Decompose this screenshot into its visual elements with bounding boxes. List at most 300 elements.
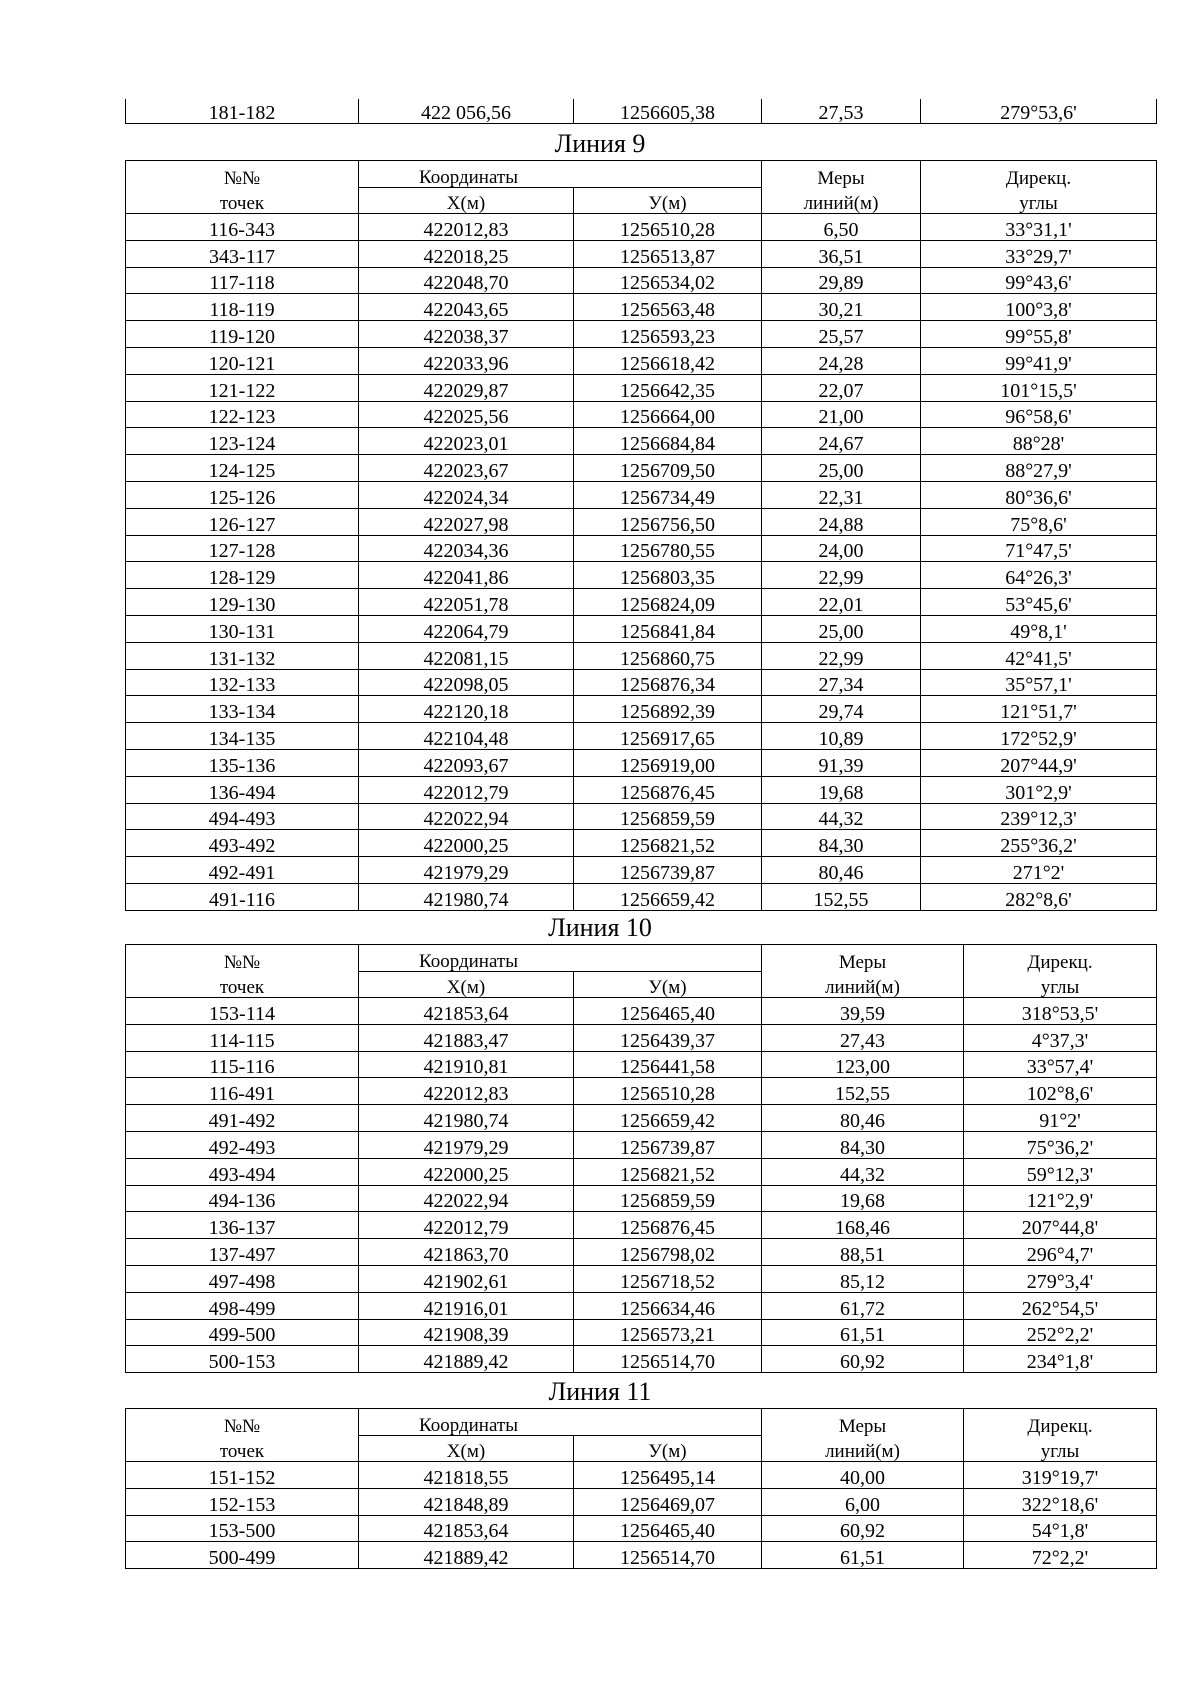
header-y: У(м) xyxy=(574,1436,762,1462)
table-row xyxy=(126,1542,1157,1569)
table-row xyxy=(126,723,1157,750)
y-cell: 1256798,02 xyxy=(574,1239,762,1266)
length-cell: 27,53 xyxy=(762,99,921,124)
point-cell: 121-122 xyxy=(126,374,359,401)
y-cell: 1256510,28 xyxy=(574,214,762,241)
y-cell: 1256439,37 xyxy=(574,1024,762,1051)
length-cell: 22,99 xyxy=(762,562,921,589)
angle-cell: 72°2,2' xyxy=(964,1542,1157,1569)
angle-cell: 64°26,3' xyxy=(921,562,1157,589)
header-angles: углы xyxy=(921,188,1157,214)
point-cell: 494-136 xyxy=(126,1185,359,1212)
x-cell: 421979,29 xyxy=(359,1131,574,1158)
x-cell: 421902,61 xyxy=(359,1265,574,1292)
point-cell: 129-130 xyxy=(126,589,359,616)
x-cell: 421980,74 xyxy=(359,1105,574,1132)
line-title: Линия 11 xyxy=(548,1377,652,1406)
point-cell: 151-152 xyxy=(126,1462,359,1489)
table-row xyxy=(126,562,1157,589)
angle-cell: 71°47,5' xyxy=(921,535,1157,562)
angle-cell: 99°55,8' xyxy=(921,321,1157,348)
angle-cell: 319°19,7' xyxy=(964,1462,1157,1489)
angle-cell: 207°44,9' xyxy=(921,749,1157,776)
point-cell: 133-134 xyxy=(126,696,359,723)
angle-cell: 59°12,3' xyxy=(964,1158,1157,1185)
header-points: точек xyxy=(126,1436,359,1462)
angle-cell: 33°29,7' xyxy=(921,240,1157,267)
y-cell: 1256563,48 xyxy=(574,294,762,321)
x-cell: 422033,96 xyxy=(359,347,574,374)
y-cell: 1256510,28 xyxy=(574,1078,762,1105)
table-header-row xyxy=(126,1409,1157,1436)
y-cell: 1256634,46 xyxy=(574,1292,762,1319)
x-cell: 421889,42 xyxy=(359,1542,574,1569)
x-cell: 422104,48 xyxy=(359,723,574,750)
angle-cell: 80°36,6' xyxy=(921,481,1157,508)
header-x: X(м) xyxy=(359,188,574,214)
point-cell: 118-119 xyxy=(126,294,359,321)
y-cell: 1256495,14 xyxy=(574,1462,762,1489)
y-cell: 1256821,52 xyxy=(574,1158,762,1185)
point-cell: 492-491 xyxy=(126,857,359,884)
y-cell: 1256573,21 xyxy=(574,1319,762,1346)
header-points: точек xyxy=(126,972,359,998)
x-cell: 421916,01 xyxy=(359,1292,574,1319)
angle-cell: 99°41,9' xyxy=(921,347,1157,374)
angle-cell: 271°2' xyxy=(921,857,1157,884)
angle-cell: 49°8,1' xyxy=(921,615,1157,642)
point-cell: 131-132 xyxy=(126,642,359,669)
x-cell: 421910,81 xyxy=(359,1051,574,1078)
y-cell: 1256664,00 xyxy=(574,401,762,428)
point-cell: 119-120 xyxy=(126,321,359,348)
x-cell: 422012,79 xyxy=(359,776,574,803)
y-cell: 1256859,59 xyxy=(574,1185,762,1212)
coordinates-table xyxy=(125,160,1157,911)
y-cell: 1256780,55 xyxy=(574,535,762,562)
y-cell: 1256605,38 xyxy=(574,99,762,124)
length-cell: 25,00 xyxy=(762,455,921,482)
line-section-11 xyxy=(0,1376,1200,1569)
length-cell: 84,30 xyxy=(762,1131,964,1158)
angle-cell: 322°18,6' xyxy=(964,1488,1157,1515)
line-title: Линия 9 xyxy=(554,129,646,158)
table-header-row xyxy=(126,161,1157,188)
x-cell: 422025,56 xyxy=(359,401,574,428)
length-cell: 24,00 xyxy=(762,535,921,562)
x-cell: 422012,83 xyxy=(359,214,574,241)
x-cell: 422081,15 xyxy=(359,642,574,669)
x-cell: 422048,70 xyxy=(359,267,574,294)
length-cell: 24,28 xyxy=(762,347,921,374)
header-lines: линий(м) xyxy=(762,1436,964,1462)
table-row xyxy=(126,1462,1157,1489)
length-cell: 44,32 xyxy=(762,1158,964,1185)
point-cell: 491-492 xyxy=(126,1105,359,1132)
angle-cell: 279°3,4' xyxy=(964,1265,1157,1292)
point-cell: 499-500 xyxy=(126,1319,359,1346)
angle-cell: 99°43,6' xyxy=(921,267,1157,294)
point-cell: 130-131 xyxy=(126,615,359,642)
line-title: Линия 10 xyxy=(548,913,652,942)
x-cell: 422098,05 xyxy=(359,669,574,696)
angle-cell: 33°57,4' xyxy=(964,1051,1157,1078)
table-row xyxy=(126,1158,1157,1185)
angle-cell: 102°8,6' xyxy=(964,1078,1157,1105)
x-cell: 422012,83 xyxy=(359,1078,574,1105)
length-cell: 19,68 xyxy=(762,776,921,803)
point-cell: 115-116 xyxy=(126,1051,359,1078)
table-row xyxy=(126,508,1157,535)
length-cell: 29,74 xyxy=(762,696,921,723)
x-cell: 422027,98 xyxy=(359,508,574,535)
table-row xyxy=(126,1131,1157,1158)
y-cell: 1256803,35 xyxy=(574,562,762,589)
length-cell: 84,30 xyxy=(762,830,921,857)
point-cell: 181-182 xyxy=(126,99,359,124)
header-measures: Меры xyxy=(762,161,921,188)
x-cell: 421853,64 xyxy=(359,1515,574,1542)
point-cell: 124-125 xyxy=(126,455,359,482)
length-cell: 61,51 xyxy=(762,1319,964,1346)
line-section-10 xyxy=(0,912,1200,1373)
line-section-9 xyxy=(0,128,1200,911)
header-direc: Дирекц. xyxy=(964,945,1157,972)
point-cell: 493-494 xyxy=(126,1158,359,1185)
x-cell: 421889,42 xyxy=(359,1346,574,1373)
table-header-row xyxy=(126,945,1157,972)
length-cell: 10,89 xyxy=(762,723,921,750)
fragment-table xyxy=(125,99,1157,124)
point-cell: 491-116 xyxy=(126,883,359,910)
table-row xyxy=(126,347,1157,374)
y-cell: 1256718,52 xyxy=(574,1265,762,1292)
x-cell: 422000,25 xyxy=(359,830,574,857)
x-cell: 422012,79 xyxy=(359,1212,574,1239)
angle-cell: 318°53,5' xyxy=(964,998,1157,1025)
table-row xyxy=(126,294,1157,321)
x-cell: 421980,74 xyxy=(359,883,574,910)
length-cell: 40,00 xyxy=(762,1462,964,1489)
x-cell: 422034,36 xyxy=(359,535,574,562)
table-row xyxy=(126,1212,1157,1239)
y-cell: 1256756,50 xyxy=(574,508,762,535)
angle-cell: 91°2' xyxy=(964,1105,1157,1132)
x-cell: 421979,29 xyxy=(359,857,574,884)
y-cell: 1256892,39 xyxy=(574,696,762,723)
x-cell: 422041,86 xyxy=(359,562,574,589)
y-cell: 1256876,45 xyxy=(574,776,762,803)
length-cell: 27,43 xyxy=(762,1024,964,1051)
angle-cell: 301°2,9' xyxy=(921,776,1157,803)
length-cell: 25,00 xyxy=(762,615,921,642)
table-row xyxy=(126,535,1157,562)
length-cell: 27,34 xyxy=(762,669,921,696)
x-cell: 421883,47 xyxy=(359,1024,574,1051)
x-cell: 421908,39 xyxy=(359,1319,574,1346)
angle-cell: 88°28' xyxy=(921,428,1157,455)
header-coordinates: Координаты xyxy=(359,945,762,972)
x-cell: 421818,55 xyxy=(359,1462,574,1489)
y-cell: 1256659,42 xyxy=(574,1105,762,1132)
length-cell: 36,51 xyxy=(762,240,921,267)
header-direc: Дирекц. xyxy=(921,161,1157,188)
y-cell: 1256824,09 xyxy=(574,589,762,616)
angle-cell: 207°44,8' xyxy=(964,1212,1157,1239)
y-cell: 1256876,45 xyxy=(574,1212,762,1239)
length-cell: 29,89 xyxy=(762,267,921,294)
table-row xyxy=(126,696,1157,723)
y-cell: 1256919,00 xyxy=(574,749,762,776)
table-row xyxy=(126,1051,1157,1078)
point-cell: 116-491 xyxy=(126,1078,359,1105)
point-cell: 137-497 xyxy=(126,1239,359,1266)
length-cell: 21,00 xyxy=(762,401,921,428)
table-row xyxy=(126,1078,1157,1105)
header-coordinates: Координаты xyxy=(359,1409,762,1436)
x-cell: 422024,34 xyxy=(359,481,574,508)
x-cell: 422043,65 xyxy=(359,294,574,321)
table-row xyxy=(126,99,1157,124)
angle-cell: 252°2,2' xyxy=(964,1319,1157,1346)
header-num: №№ xyxy=(126,945,359,972)
table-header-row xyxy=(126,972,1157,998)
header-measures: Меры xyxy=(762,1409,964,1436)
table-row xyxy=(126,803,1157,830)
angle-cell: 234°1,8' xyxy=(964,1346,1157,1373)
length-cell: 88,51 xyxy=(762,1239,964,1266)
length-cell: 61,72 xyxy=(762,1292,964,1319)
table-row xyxy=(126,1515,1157,1542)
table-row xyxy=(126,749,1157,776)
angle-cell: 100°3,8' xyxy=(921,294,1157,321)
length-cell: 25,57 xyxy=(762,321,921,348)
x-cell: 422000,25 xyxy=(359,1158,574,1185)
point-cell: 153-500 xyxy=(126,1515,359,1542)
length-cell: 22,01 xyxy=(762,589,921,616)
y-cell: 1256642,35 xyxy=(574,374,762,401)
point-cell: 114-115 xyxy=(126,1024,359,1051)
y-cell: 1256841,84 xyxy=(574,615,762,642)
y-cell: 1256659,42 xyxy=(574,883,762,910)
angle-cell: 42°41,5' xyxy=(921,642,1157,669)
x-cell: 422051,78 xyxy=(359,589,574,616)
point-cell: 125-126 xyxy=(126,481,359,508)
point-cell: 494-493 xyxy=(126,803,359,830)
angle-cell: 4°37,3' xyxy=(964,1024,1157,1051)
length-cell: 61,51 xyxy=(762,1542,964,1569)
y-cell: 1256513,87 xyxy=(574,240,762,267)
length-cell: 6,50 xyxy=(762,214,921,241)
header-x: X(м) xyxy=(359,972,574,998)
point-cell: 120-121 xyxy=(126,347,359,374)
point-cell: 134-135 xyxy=(126,723,359,750)
y-cell: 1256514,70 xyxy=(574,1346,762,1373)
length-cell: 60,92 xyxy=(762,1346,964,1373)
point-cell: 123-124 xyxy=(126,428,359,455)
header-lines: линий(м) xyxy=(762,972,964,998)
header-angles: углы xyxy=(964,1436,1157,1462)
table-row xyxy=(126,883,1157,910)
x-cell: 421863,70 xyxy=(359,1239,574,1266)
table-row xyxy=(126,857,1157,884)
point-cell: 500-153 xyxy=(126,1346,359,1373)
length-cell: 22,99 xyxy=(762,642,921,669)
table-row xyxy=(126,1265,1157,1292)
angle-cell: 75°8,6' xyxy=(921,508,1157,535)
point-cell: 126-127 xyxy=(126,508,359,535)
table-row xyxy=(126,1024,1157,1051)
length-cell: 152,55 xyxy=(762,1078,964,1105)
length-cell: 91,39 xyxy=(762,749,921,776)
point-cell: 343-117 xyxy=(126,240,359,267)
table-row xyxy=(126,1346,1157,1373)
top-fragment xyxy=(0,99,1200,124)
table-row xyxy=(126,428,1157,455)
angle-cell: 282°8,6' xyxy=(921,883,1157,910)
table-row xyxy=(126,374,1157,401)
header-num: №№ xyxy=(126,161,359,188)
point-cell: 116-343 xyxy=(126,214,359,241)
point-cell: 498-499 xyxy=(126,1292,359,1319)
y-cell: 1256739,87 xyxy=(574,857,762,884)
angle-cell: 88°27,9' xyxy=(921,455,1157,482)
table-row xyxy=(126,642,1157,669)
y-cell: 1256618,42 xyxy=(574,347,762,374)
y-cell: 1256734,49 xyxy=(574,481,762,508)
angle-cell: 279°53,6' xyxy=(921,99,1157,124)
length-cell: 22,07 xyxy=(762,374,921,401)
angle-cell: 101°15,5' xyxy=(921,374,1157,401)
x-cell: 422022,94 xyxy=(359,1185,574,1212)
point-cell: 153-114 xyxy=(126,998,359,1025)
table-row xyxy=(126,998,1157,1025)
header-measures: Меры xyxy=(762,945,964,972)
table-row xyxy=(126,1239,1157,1266)
table-row xyxy=(126,1105,1157,1132)
table-row xyxy=(126,481,1157,508)
table-row xyxy=(126,455,1157,482)
point-cell: 492-493 xyxy=(126,1131,359,1158)
x-cell: 422022,94 xyxy=(359,803,574,830)
coordinates-table xyxy=(125,1408,1157,1569)
table-row xyxy=(126,830,1157,857)
angle-cell: 121°51,7' xyxy=(921,696,1157,723)
x-cell: 422023,01 xyxy=(359,428,574,455)
length-cell: 39,59 xyxy=(762,998,964,1025)
angle-cell: 255°36,2' xyxy=(921,830,1157,857)
y-cell: 1256534,02 xyxy=(574,267,762,294)
y-cell: 1256821,52 xyxy=(574,830,762,857)
table-row xyxy=(126,267,1157,294)
header-num: №№ xyxy=(126,1409,359,1436)
table-row xyxy=(126,669,1157,696)
table-row xyxy=(126,1319,1157,1346)
length-cell: 85,12 xyxy=(762,1265,964,1292)
y-cell: 1256709,50 xyxy=(574,455,762,482)
y-cell: 1256469,07 xyxy=(574,1488,762,1515)
header-lines: линий(м) xyxy=(762,188,921,214)
table-row xyxy=(126,589,1157,616)
y-cell: 1256739,87 xyxy=(574,1131,762,1158)
point-cell: 136-494 xyxy=(126,776,359,803)
table-header-row xyxy=(126,188,1157,214)
angle-cell: 121°2,9' xyxy=(964,1185,1157,1212)
table-row xyxy=(126,321,1157,348)
x-cell: 422023,67 xyxy=(359,455,574,482)
point-cell: 117-118 xyxy=(126,267,359,294)
length-cell: 123,00 xyxy=(762,1051,964,1078)
x-cell: 421848,89 xyxy=(359,1488,574,1515)
y-cell: 1256876,34 xyxy=(574,669,762,696)
y-cell: 1256441,58 xyxy=(574,1051,762,1078)
length-cell: 30,21 xyxy=(762,294,921,321)
length-cell: 24,88 xyxy=(762,508,921,535)
y-cell: 1256465,40 xyxy=(574,998,762,1025)
y-cell: 1256514,70 xyxy=(574,1542,762,1569)
table-row xyxy=(126,1292,1157,1319)
point-cell: 135-136 xyxy=(126,749,359,776)
length-cell: 6,00 xyxy=(762,1488,964,1515)
x-cell: 422120,18 xyxy=(359,696,574,723)
angle-cell: 54°1,8' xyxy=(964,1515,1157,1542)
y-cell: 1256859,59 xyxy=(574,803,762,830)
x-cell: 422018,25 xyxy=(359,240,574,267)
point-cell: 122-123 xyxy=(126,401,359,428)
table-row xyxy=(126,1488,1157,1515)
angle-cell: 35°57,1' xyxy=(921,669,1157,696)
header-y: У(м) xyxy=(574,188,762,214)
coordinates-table xyxy=(125,944,1157,1373)
x-cell: 422093,67 xyxy=(359,749,574,776)
x-cell: 422064,79 xyxy=(359,615,574,642)
y-cell: 1256593,23 xyxy=(574,321,762,348)
x-cell: 422 056,56 xyxy=(359,99,574,124)
header-coordinates: Координаты xyxy=(359,161,762,188)
x-cell: 421853,64 xyxy=(359,998,574,1025)
angle-cell: 53°45,6' xyxy=(921,589,1157,616)
y-cell: 1256684,84 xyxy=(574,428,762,455)
angle-cell: 262°54,5' xyxy=(964,1292,1157,1319)
header-angles: углы xyxy=(964,972,1157,998)
length-cell: 80,46 xyxy=(762,857,921,884)
angle-cell: 172°52,9' xyxy=(921,723,1157,750)
point-cell: 132-133 xyxy=(126,669,359,696)
header-x: X(м) xyxy=(359,1436,574,1462)
y-cell: 1256917,65 xyxy=(574,723,762,750)
x-cell: 422038,37 xyxy=(359,321,574,348)
table-header-row xyxy=(126,1436,1157,1462)
y-cell: 1256465,40 xyxy=(574,1515,762,1542)
table-row xyxy=(126,615,1157,642)
table-row xyxy=(126,776,1157,803)
point-cell: 493-492 xyxy=(126,830,359,857)
length-cell: 168,46 xyxy=(762,1212,964,1239)
angle-cell: 33°31,1' xyxy=(921,214,1157,241)
header-direc: Дирекц. xyxy=(964,1409,1157,1436)
point-cell: 136-137 xyxy=(126,1212,359,1239)
header-points: точек xyxy=(126,188,359,214)
length-cell: 44,32 xyxy=(762,803,921,830)
length-cell: 60,92 xyxy=(762,1515,964,1542)
x-cell: 422029,87 xyxy=(359,374,574,401)
point-cell: 497-498 xyxy=(126,1265,359,1292)
length-cell: 80,46 xyxy=(762,1105,964,1132)
table-row xyxy=(126,240,1157,267)
table-row xyxy=(126,1185,1157,1212)
length-cell: 19,68 xyxy=(762,1185,964,1212)
point-cell: 500-499 xyxy=(126,1542,359,1569)
